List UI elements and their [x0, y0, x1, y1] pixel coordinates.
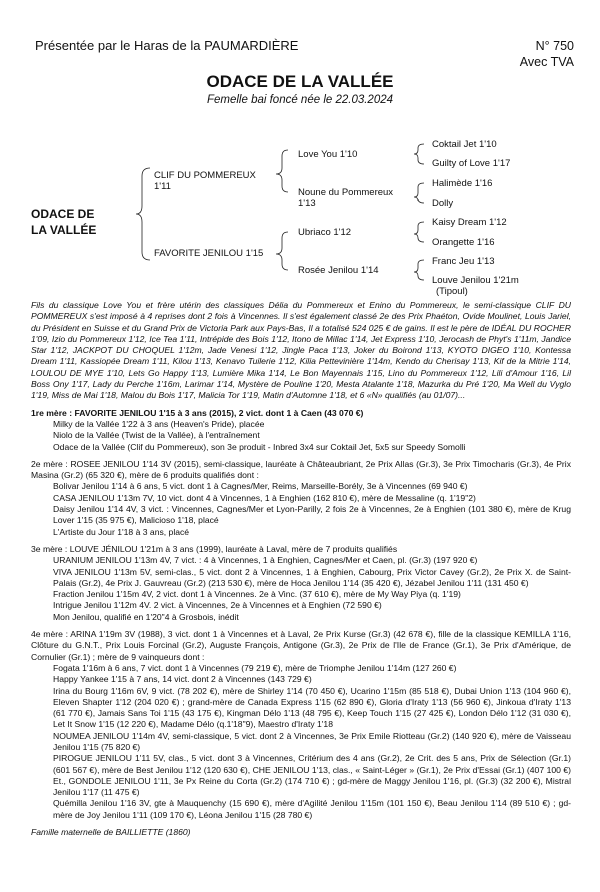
g3-ancestor: Halimède 1'16 — [432, 178, 493, 189]
sire-dam-name: Noune du Pommereux — [298, 187, 394, 198]
first-dam-heading: 1re mère : FAVORITE JENILOU 1'15 à 3 ans (2015), 2 vict. dont 1 à Caen (43 070 €) — [31, 407, 364, 418]
maternal-family: Famille maternelle de BAILLIETTE (1860) — [31, 827, 191, 838]
sire-dam — [298, 187, 393, 209]
third-dam-produce: Fraction Jenilou 1'15m 4V, 2 vict. dont 1 à Vincennes. 2e à Vinc. (37 610 €), mère de My Way Piya (q. 1'19) — [53, 589, 461, 600]
fourth-dam-produce: Fogata 1'16m à 6 ans, 7 vict. dont 1 à Vincennes (79 219 €), mère de Triomphe Jenilou 1'14m (127 260 €) — [53, 662, 457, 673]
first-dam-produce: Niolo de la Vallée (Twist de la Vallée), à l'entraînement — [53, 430, 260, 441]
horse-title: ODACE DE LA VALLÉE — [206, 72, 394, 91]
vat-label: Avec TVA — [519, 55, 574, 69]
second-dam-produce: Daisy Jenilou 1'14 4V, 3 vict. : Vincennes, Cagnes/Mer et Lyon-Parilly, 2 fois 2e à Vincennes, 2e à Enghien (101 380 €), mère de Krug Lover 1'15 (35 975 €), Malicioso 1'18, placé — [53, 504, 571, 526]
dam-sire: Ubriaco 1'12 — [298, 227, 352, 238]
second-dam-heading: 2e mère : ROSEE JENILOU 1'14 3V (2015), semi-classique, lauréate à Châteaubriant, 2e Prix Allas (Gr.3), 3e Prix Timocharis (Gr.3), 4e Prix Masina (Gr.2) (65 320 €), mère de 6 produits qualifiés dont : — [31, 458, 571, 481]
g3-ancestor: Orangette 1'16 — [432, 237, 495, 248]
first-dam-produce: Odace de la Vallée (Clif du Pommereux), son 3e produit - Inbred 3x4 sur Coktail Jet, 5x5 sur Speedy Somolli — [53, 441, 466, 452]
fourth-dam-produce: Quémilla Jenilou 1'16 3V, gte à Mauquenchy (15 690 €), mère d'Agilité Jenilou 1'15m (101 150 €), Beau Jenilou 1'14 (89 510 €) ; gd-mère de Joy Jenilou 1'11 (109 170 €), Léona Jenilou 1'15 (28 780 €) — [53, 798, 571, 820]
first-dam-produce: Milky de la Vallée 1'22 à 3 ans (Heaven's Pride), placée — [53, 418, 265, 429]
g3-ancestor: Dolly — [432, 198, 454, 209]
third-dam-produce: URANIUM JENILOU 1'13m 4V, 7 vict. : 4 à Vincennes, 1 à Enghien, Cagnes/Mer et Caen, pl. (Gr.3) (197 920 €) — [53, 555, 478, 566]
dam-dam: Rosée Jenilou 1'14 — [298, 265, 379, 276]
horse-description: Femelle bai foncé née le 22.03.2024 — [206, 94, 394, 106]
subject-name-line1: ODACE DE — [31, 207, 95, 221]
lot-number: N° 750 — [535, 39, 574, 53]
third-dam-produce: Intrigue Jenilou 1'12m 4V. 2 vict. à Vincennes, 2e à Vincennes et à Enghien (72 590 €) — [53, 600, 382, 611]
g3-ancestor: Coktail Jet 1'10 — [432, 139, 497, 150]
sire-name: CLIF DU POMMEREUX — [154, 170, 256, 181]
sire-dam-record: 1'13 — [298, 198, 316, 209]
sire-sire: Love You 1'10 — [298, 149, 358, 160]
g3-ancestor-note: (Tipoul) — [436, 286, 468, 297]
sire-intro-paragraph: Fils du classique Love You et frère utérin des classiques Délia du Pommereux et Enino du Pommereux, le semi-classique CLIF DU POMMEREUX s'est imposé à 4 reprises dont 2 fois à Vincennes. Il s'est également classé 2e des Prix Phaéton, Ovide Moulinet, Louis Jariel, du Président en Suisse et du Grand Prix de Victoria Park aux Pays-Bas, Il a totalisé 524 025 € de gains. Il est le père de IDÉAL DU ROCHER 1'09, Izio du Pommereux 1'12, Ice Tea 1'11, Intrépide des Bois 1'12, Itono de Millac 1'14, Jet Express 1'10, Jerocash de Phyt's 1'11m, Jandice Star 1'12, JACKPOT DU CHOQUEL 1'12m, Jade Venesi 1'12, Jingle Paca 1'13, Joker du Boirond 1'13, KYOTO DIGEO 1'10, Kontessa Dream 1'11, Kassiopée Dream 1'11, Kilou 1'13, Kenavo Tuilerie 1'12, Kilia Pettevinière 1'14m, Kendo du Cherisay 1'13, Kif de la Mitrie 1'14, LOULOU DE MYE 1'10, Lets Go Happy 1'13, Lumière Mika 1'14, Le Bon Mayennais 1'15, Lino du Pommereux 1'12, Lili d'Amour 1'16, Lil Boss Ony 1'17, Lady du Perche 1'16m, Larimar 1'14, Mystère de Pouline 1'20, Mesta Atalante 1'18, Mazurka du Pré 1'20, Ma Well du Vyglo 1'19, Miss de Mai 1'18, Malou du Bois 1'17, Malicia Tor 1'19, Matin d'Automne 1'18, et 6 «N» qualifiés (au 01/07)... — [31, 300, 571, 401]
second-dam-produce: L'Artiste du Jour 1'18 à 3 ans, placé — [53, 526, 190, 537]
g3-ancestor: Kaisy Dream 1'12 — [432, 217, 507, 228]
third-dam-produce: VIVA JENILOU 1'13m 5V, semi-clas., 5 vict. dont 2 à Vincennes, 1 à Enghien, Cabourg, Prix Victor Cavey (Gr.2), 2e Prix X. de Saint-Palais (Gr.2), 4e Prix J. Gauvreau (Gr.2) (213 530 €), mère de Hoca Jenilou 1'14 (35 420 €), Jézabel Jenilou 1'11 (131 450 €) — [53, 566, 571, 588]
fourth-dam-heading: 4e mère : ARINA 1'19m 3V (1988), 3 vict. dont 1 à Vincennes et à Laval, 2e Prix Kurse (Gr.3) (42 678 €), fille de la classique KEMILLA 1'16, Clôture du G.N.T., Prix Louis Forcinal (Gr.2), Auguste François, Antigone (Gr.3), 2e Prix de l'Ile de France (Gr.1), 3e Prix d'Amérique, de Cornulier (Gr.1) ; mère de 9 vainqueurs dont : — [31, 629, 571, 662]
third-dam-produce: Mon Jenilou, qualifié en 1'20"4 à Grosbois, inédit — [53, 611, 239, 622]
fourth-dam-produce: Happy Yankee 1'15 à 7 ans, 14 vict. dont 2 à Vincennes (143 729 €) — [53, 674, 312, 685]
pedigree-subject — [31, 206, 96, 238]
presenter-line: Présentée par le Haras de la PAUMARDIÈRE — [35, 38, 299, 53]
second-dam-produce: CASA JENILOU 1'13m 7V, 10 vict. dont 4 à Vincennes, 1 à Enghien (162 810 €), mère de Messaline (q. 1'19"2) — [53, 492, 476, 503]
fourth-dam-produce: PIROGUE JENILOU 1'11 5V, clas., 5 vict. dont 3 à Vincennes, Critérium des 4 ans (Gr.2), 2e Crit. des 5 ans, Prix de Sélection (Gr.1) (601 567 €), mère de Best Jenilou 1'12 (120 630 €), CHE JENILOU 1'13, clas., « Saint-Léger » (Gr.1), 2e Prix d'Essai (Gr.1) (407 100 €) Et., GONDOLE JENILOU 1'11, 3e Px Reine du Corta (Gr.2) (174 710 €) ; gd-mère de Maggy Jenilou 1'16, pl. (Gr.3) (32 200 €), Mistral Jenilou 1'17 (11 475 €) — [53, 753, 571, 798]
g3-ancestor: Louve Jenilou 1'21m — [432, 275, 519, 286]
sire — [154, 170, 256, 192]
fourth-dam-produce: Irina du Bourg 1'16m 6V, 9 vict. (78 202 €), mère de Shirley 1'14 (70 450 €), Ucarino 1'15m (85 518 €), Dubai Union 1'13 (104 960 €), Eleven Shapter 1'12 (204 020 €) ; grand-mère de Canada Express 1'15 (62 890 €), Gloria d'Iraty 1'13 (56 960 €), Jinkoua d'Iraty 1'13 (61 770 €), Jamais Sans Toi 1'15 (43 175 €), Kingman Délo 1'13 (48 795 €), Keep Touch 1'15 (27 425 €), London Délo 1'12 (31 030 €), Let It Snow 1'15 (12 220 €), Madame Délo (q.1'18"9), Maestro d'Iraty 1'18 — [53, 685, 571, 730]
g3-ancestor: Guilty of Love 1'17 — [432, 158, 511, 169]
third-dam-heading: 3e mère : LOUVE JÉNILOU 1'21m à 3 ans (1999), lauréate à Laval, mère de 7 produits qualifiés — [31, 543, 398, 554]
g3-ancestor: Franc Jeu 1'13 — [432, 256, 495, 267]
fourth-dam-produce: NOUMEA JENILOU 1'14m 4V, semi-classique, 5 vict. dont 2 à Vincennes, 3e Prix Emile Riotteau (Gr.2) (140 920 €), mère de Vaisseau Jenilou 1'15 (75 820 €) — [53, 730, 571, 752]
pedigree-notes — [31, 300, 571, 838]
dam: FAVORITE JENILOU 1'15 — [154, 248, 264, 259]
second-dam-produce: Bolivar Jenilou 1'14 à 6 ans, 5 vict. dont 1 à Cagnes/Mer, Reims, Marseille-Borély, 3e à Vincennes (69 940 €) — [53, 481, 468, 492]
sire-record: 1'11 — [154, 181, 171, 192]
subject-name-line2: LA VALLÉE — [31, 223, 97, 237]
